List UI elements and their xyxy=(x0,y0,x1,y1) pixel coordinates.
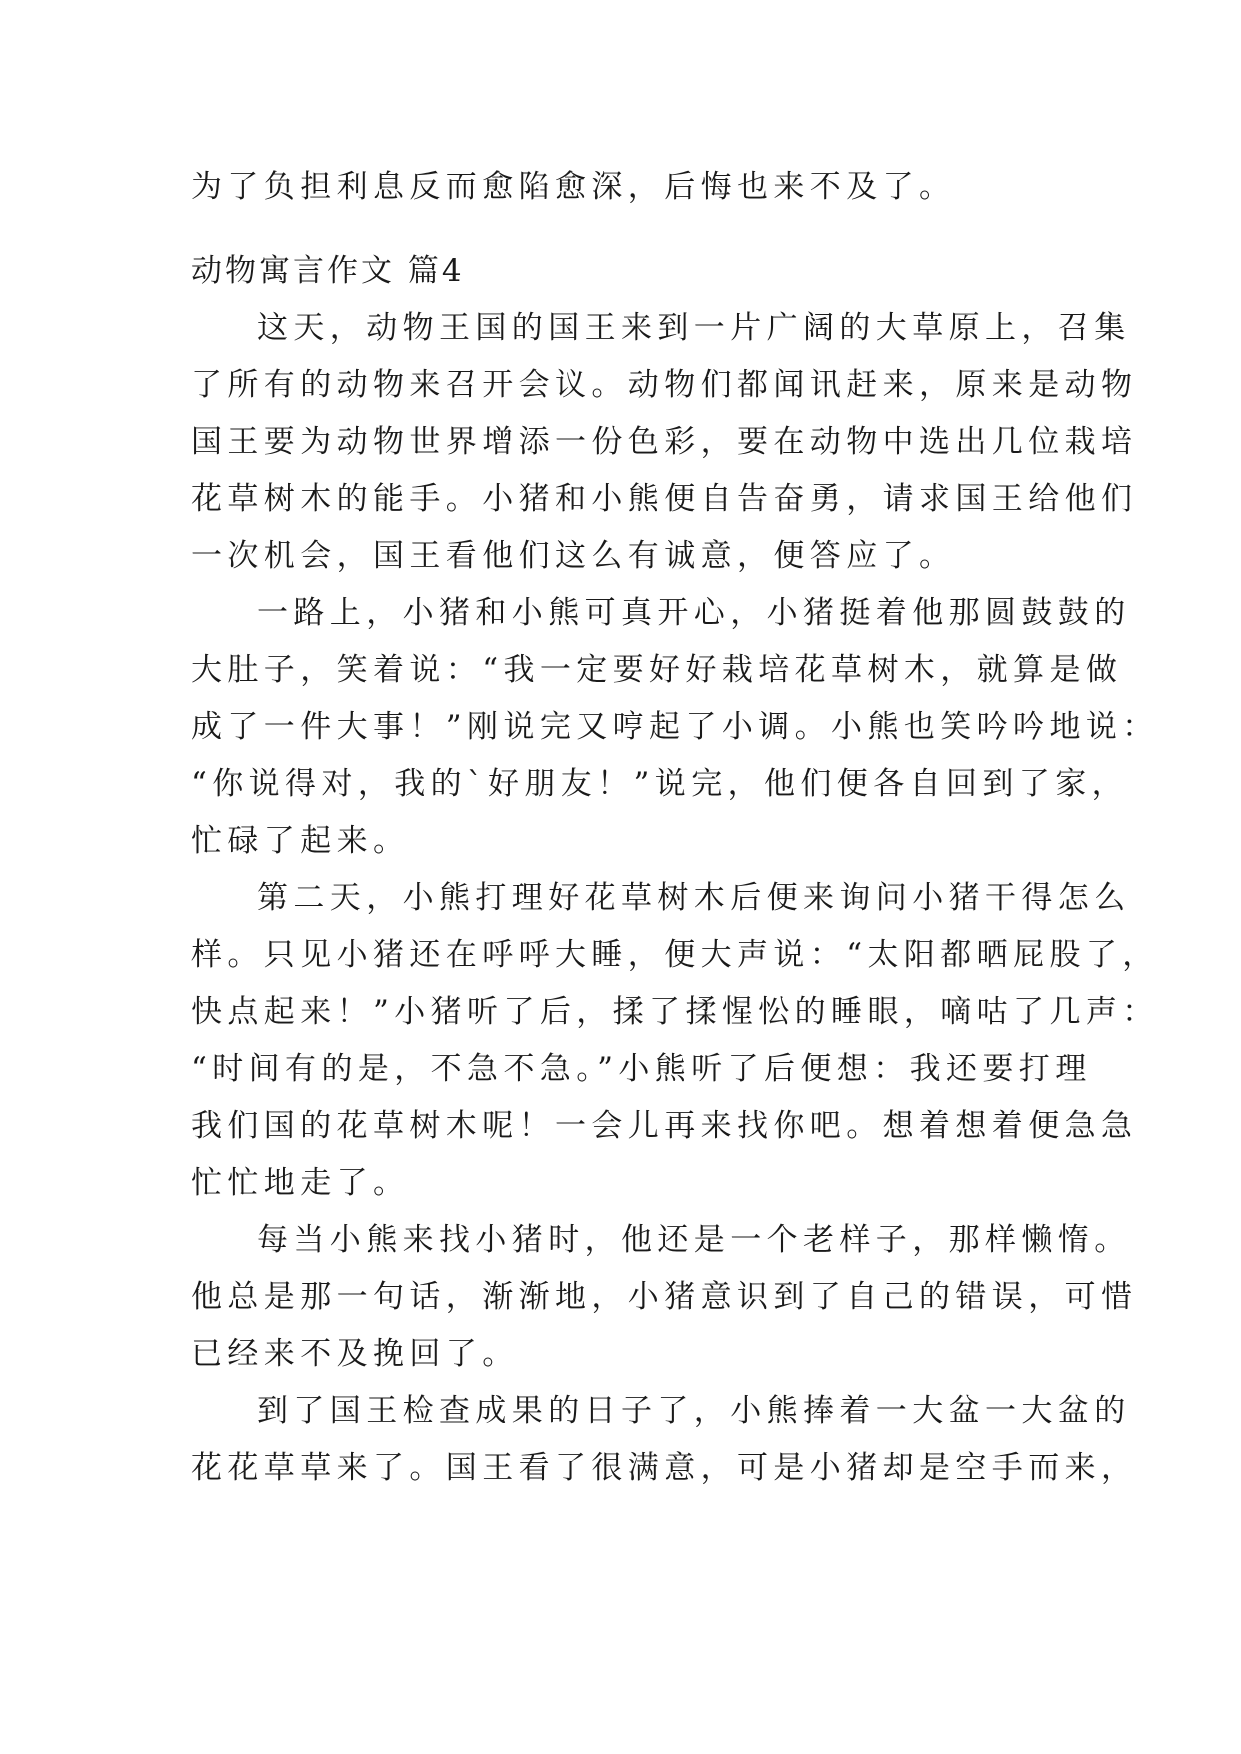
text-line: 国王要为动物世界增添一份色彩，要在动物中选出几位栽培 xyxy=(191,424,1138,460)
text-line: 忙碌了起来。 xyxy=(191,823,410,859)
text-line: 成了一件大事！”刚说完又哼起了小调。小熊也笑吟吟地说： xyxy=(191,709,1159,745)
paragraph-first-line: 这天，动物王国的国王来到一片广阔的大草原上，召集 xyxy=(257,310,1131,346)
text-line: 为了负担利息反而愈陷愈深，后悔也来不及了。 xyxy=(191,169,956,205)
text-line: 已经来不及挽回了。 xyxy=(191,1336,519,1372)
text-line: 忙忙地走了。 xyxy=(191,1165,410,1201)
section-heading: 动物寓言作文 篇4 xyxy=(191,253,465,289)
text-line: 大肚子，笑着说：“我一定要好好栽培花草树木，就算是做 xyxy=(191,652,1123,688)
text-line: “你说得对，我的`好朋友！”说完，他们便各自回到了家， xyxy=(191,766,1128,802)
text-line: “时间有的是，不急不急。”小熊听了后便想：我还要打理 xyxy=(191,1051,1092,1087)
text-line: 一次机会，国王看他们这么有诚意，便答应了。 xyxy=(191,538,956,574)
text-line: 了所有的动物来召开会议。动物们都闻讯赶来，原来是动物 xyxy=(191,367,1138,403)
text-line: 花草树木的能手。小猪和小熊便自告奋勇，请求国王给他们 xyxy=(191,481,1138,517)
text-line: 花花草草来了。国王看了很满意，可是小猪却是空手而来， xyxy=(191,1450,1138,1486)
text-line: 样。只见小猪还在呼呼大睡，便大声说：“太阳都晒屁股了， xyxy=(191,937,1159,973)
text-line: 我们国的花草树木呢！一会儿再来找你吧。想着想着便急急 xyxy=(191,1108,1138,1144)
paragraph-first-line: 到了国王检查成果的日子了，小熊捧着一大盆一大盆的 xyxy=(257,1393,1131,1429)
text-line: 快点起来！”小猪听了后，揉了揉惺忪的睡眼，嘀咕了几声： xyxy=(191,994,1159,1030)
text-line: 他总是那一句话，渐渐地，小猪意识到了自己的错误，可惜 xyxy=(191,1279,1138,1315)
paragraph-first-line: 每当小熊来找小猪时，他还是一个老样子，那样懒惰。 xyxy=(257,1222,1131,1258)
paragraph-first-line: 一路上，小猪和小熊可真开心，小猪挺着他那圆鼓鼓的 xyxy=(257,595,1131,631)
paragraph-first-line: 第二天，小熊打理好花草树木后便来询问小猪干得怎么 xyxy=(257,880,1131,916)
